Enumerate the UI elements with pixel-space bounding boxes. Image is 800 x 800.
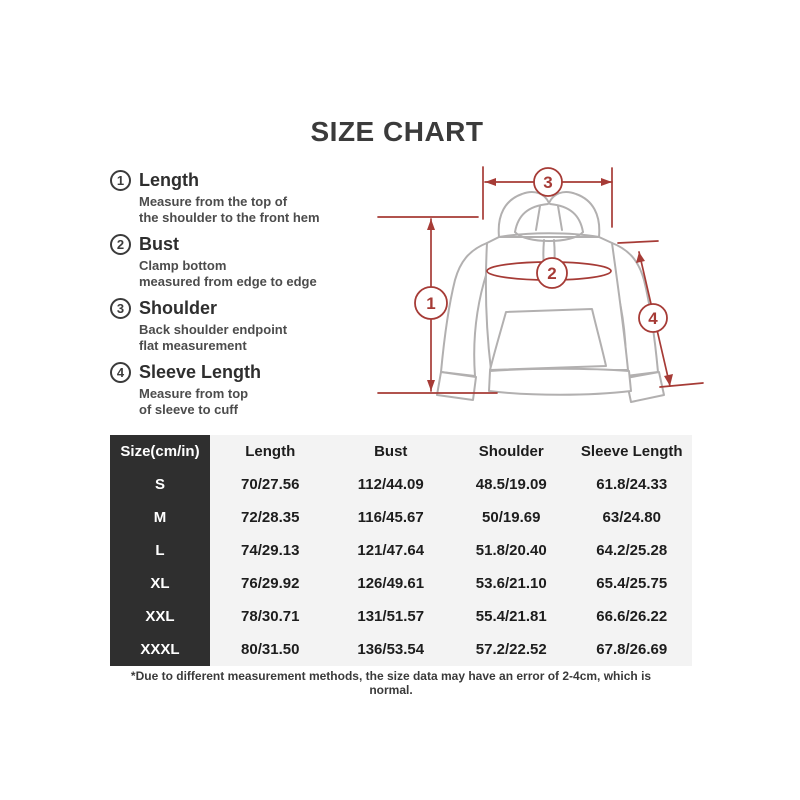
measurement-cell: 70/27.56 xyxy=(210,468,331,501)
measurement-cell: 112/44.09 xyxy=(331,468,452,501)
measurement-cell: 74/29.13 xyxy=(210,534,331,567)
legend-item-shoulder xyxy=(110,298,360,353)
legend-term: Bust xyxy=(139,234,179,254)
column-header: Length xyxy=(210,435,331,468)
circled-number-icon: 3 xyxy=(110,298,131,319)
legend-description-line: measured from edge to edge xyxy=(139,273,317,289)
measurement-cell: 131/51.57 xyxy=(331,600,452,633)
column-header: Sleeve Length xyxy=(572,435,693,468)
measurement-cell: 121/47.64 xyxy=(331,534,452,567)
measurement-cell: 55.4/21.81 xyxy=(451,600,572,633)
size-label-cell: S xyxy=(110,468,210,501)
measurement-legend xyxy=(110,170,360,426)
legend-description-line: Clamp bottom xyxy=(139,258,227,273)
circled-number-icon: 2 xyxy=(110,234,131,255)
legend-description xyxy=(139,258,360,289)
legend-term: Length xyxy=(139,170,199,190)
size-label-cell: XXL xyxy=(110,600,210,633)
legend-description xyxy=(139,194,360,225)
hoodie-outline-drawing xyxy=(437,192,664,402)
legend-description xyxy=(139,322,360,353)
legend-description-line: flat measurement xyxy=(139,337,247,353)
measurement-cell: 64.2/25.28 xyxy=(572,534,693,567)
marker-number: 1 xyxy=(426,294,436,313)
footnote: *Due to different measurement methods, the size data may have an error of 2-4cm, which is normal. xyxy=(130,669,652,697)
legend-item-sleeve-length xyxy=(110,362,360,417)
size-label-cell: M xyxy=(110,501,210,534)
marker-number: 4 xyxy=(648,309,658,328)
measurement-cell: 48.5/19.09 xyxy=(451,468,572,501)
legend-description-line: Measure from the top of xyxy=(139,194,288,209)
measurement-cell: 136/53.54 xyxy=(331,633,452,666)
legend-term: Sleeve Length xyxy=(139,362,262,382)
measurement-cell: 65.4/25.75 xyxy=(572,567,693,600)
measurement-cell: 76/29.92 xyxy=(210,567,331,600)
size-table xyxy=(110,435,692,666)
measurement-cell: 126/49.61 xyxy=(331,567,452,600)
size-column-header: Size(cm/in) xyxy=(110,435,210,468)
measurement-cell: 51.8/20.40 xyxy=(451,534,572,567)
measurement-cell: 53.6/21.10 xyxy=(451,567,572,600)
measurement-cell: 57.2/22.52 xyxy=(451,633,572,666)
column-header: Bust xyxy=(331,435,452,468)
measurement-cell: 66.6/26.22 xyxy=(572,600,693,633)
measurement-cell: 72/28.35 xyxy=(210,501,331,534)
legend-description-line: the shoulder to the front hem xyxy=(139,209,320,225)
legend-description xyxy=(139,386,360,417)
measurement-cell: 80/31.50 xyxy=(210,633,331,666)
measurement-cell: 50/19.69 xyxy=(451,501,572,534)
measurement-cell: 63/24.80 xyxy=(572,501,693,534)
circled-number-icon: 1 xyxy=(110,170,131,191)
measurement-cell: 116/45.67 xyxy=(331,501,452,534)
legend-description-line: Measure from top xyxy=(139,386,249,401)
size-label-cell: XL xyxy=(110,567,210,600)
size-label-cell: XXXL xyxy=(110,633,210,666)
legend-term: Shoulder xyxy=(139,298,218,318)
legend-description-line: of sleeve to cuff xyxy=(139,401,238,417)
measurement-cell: 61.8/24.33 xyxy=(572,468,693,501)
page-title: SIZE CHART xyxy=(310,116,484,147)
column-header: Shoulder xyxy=(451,435,572,468)
measurement-cell: 67.8/26.69 xyxy=(572,633,693,666)
legend-item-bust xyxy=(110,234,360,289)
size-label-cell: L xyxy=(110,534,210,567)
legend-description-line: Back shoulder endpoint xyxy=(139,322,288,337)
marker-number: 3 xyxy=(543,173,553,192)
marker-number: 2 xyxy=(547,264,557,283)
circled-number-icon: 4 xyxy=(110,362,131,383)
measurement-cell: 78/30.71 xyxy=(210,600,331,633)
hoodie-measurement-diagram xyxy=(355,160,711,422)
legend-item-length xyxy=(110,170,360,225)
